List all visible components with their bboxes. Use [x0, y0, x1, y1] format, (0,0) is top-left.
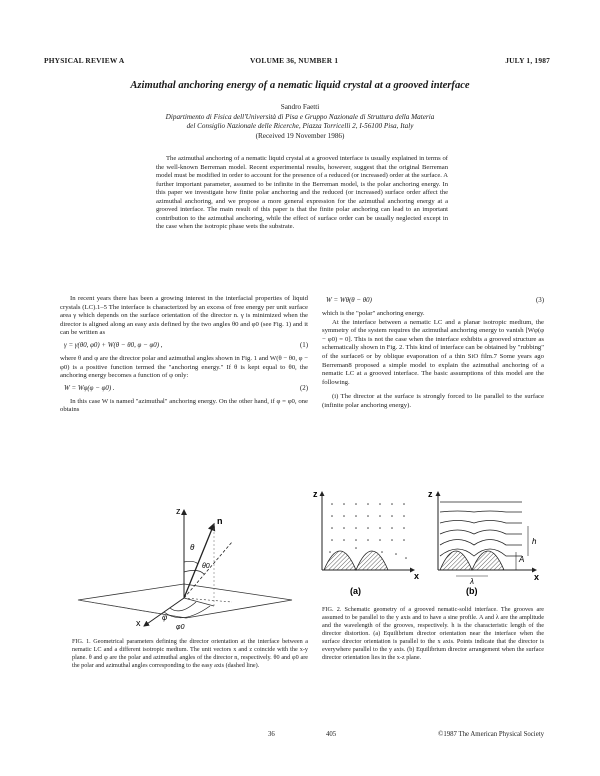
equation-3-body: W = Wθ(θ − θ0) — [326, 297, 372, 304]
fig2-label-wavelength: λ — [470, 577, 474, 586]
right-column — [322, 297, 544, 411]
fig2a-label-z: z — [313, 489, 318, 499]
equation-2-body: W = Wφ(φ − φ0) . — [64, 384, 115, 392]
fig2b-label-x: x — [534, 572, 540, 582]
equation-1 — [60, 342, 308, 352]
fig2-label-b: (b) — [466, 586, 478, 596]
journal-name: PHYSICAL REVIEW A — [44, 56, 125, 65]
equation-2-number: (2) — [299, 384, 308, 392]
intro-paragraph: In recent years there has been a growing interest in the interfacial properties of liquid crystals (LC).1–5 The interface is characterized by an excess of free energy per unit surface area γ which depends on the surface orientation of the director n. γ is minimized when the director is aligned along an easy axis defined by the two angles θ0 and φ0 (see Fig. 1) and it can be written as — [60, 295, 308, 337]
volume-footer: 36 — [268, 731, 275, 738]
fig1-label-theta: θ — [190, 543, 195, 552]
equation-3 — [322, 297, 544, 307]
equation-1-number: (1) — [299, 341, 308, 349]
fig2-label-a: (a) — [350, 586, 361, 596]
abstract: The azimuthal anchoring of a nematic liquid crystal at a grooved interface is usually explained in terms of the well-known Berreman model. Recent experimental results, however, suggest that the original Berreman model must be modified in order to account for the presence of a reduced (or increased) order at the surface. A further important parameter, assumed to be infinite in the Berreman model, is the polar anchoring energy. In this paper we investigate how finite polar anchoring and the reduced (or increased) surface order affect the azimuthal anchoring, and we propose a more general expression for the azimuthal anchoring energy at a grooved interface. The main result of this paper is that the finite polar anchoring can lead to an important contribution to the azimuthal anchoring, while the effect of surface order can be usually neglected except in the case when the isotropic phase wets the substrate. — [156, 155, 448, 230]
figure-1 — [64, 502, 308, 630]
left-column — [60, 295, 308, 415]
figure-1-caption: FIG. 1. Geometrical parameters defining the director orientation at the interface between a nematic LC and a different isotropic medium. The unit vectors x and z coincide with the x-y plane. θ and φ are the polar and azimuthal angles of the director n, respectively. θ0 and φ0 are the polar and azimuthal angles corresponding to the easy axis (dashed line). — [72, 638, 308, 669]
fig1-director-vector — [184, 524, 214, 598]
issue-date: JULY 1, 1987 — [505, 56, 550, 65]
author: Sandro Faetti — [280, 103, 320, 111]
volume-number: VOLUME 36, NUMBER 1 — [250, 56, 339, 65]
affiliation-line-1: Dipartimento di Fisica dell'Università di Pisa e Gruppo Nazionale di Struttura della Materia — [165, 113, 435, 121]
assumption-paragraph: (i) The director at the surface is strongly forced to lie parallel to the surface (infinite polar anchoring energy). — [322, 393, 544, 409]
figure-2 — [310, 482, 546, 600]
fig2-label-h: h — [532, 537, 537, 546]
fig1-label-z: z — [176, 506, 181, 516]
fig2a-groove-profile — [324, 551, 388, 570]
definition-paragraph: where θ and φ are the director polar and azimuthal angles shown in Fig. 1 and W(θ − θ0, φ − φ0) is a positive function termed the "anchoring energy." If θ is kept equal to θ0, the anchoring energy becomes a function of φ only: — [60, 354, 308, 380]
polar-paragraph: which is the "polar" anchoring energy. — [322, 310, 425, 317]
received-date: (Received 19 November 1986) — [255, 132, 345, 140]
equation-3-number: (3) — [535, 297, 544, 304]
fig2a-director-dots — [329, 503, 407, 559]
fig1-label-x: x — [136, 618, 141, 628]
fig1-label-phi: φ — [162, 613, 168, 622]
fig2b-director-lines — [440, 502, 522, 556]
paper-title: Azimuthal anchoring energy of a nematic liquid crystal at a grooved interface — [130, 80, 470, 91]
figure-2-caption: FIG. 2. Schematic geometry of a grooved nematic-solid interface. The grooves are assumed to be parallel to the y axis and to have a sine profile. A and λ are the amplitude and the wavelength of the grooves, respectively. h is the characteristic length of the director distortion. (a) Equilibrium director orientation near the interface when the surface director orientation is parallel to the x axis. Points indicate that the director is everywhere parallel to the y axis. (b) Equilibrium director arrangement when the surface director orientation lies in the x-z plane. — [322, 606, 544, 661]
fig1-label-phi0: φ0 — [176, 624, 185, 630]
equation-2 — [60, 385, 308, 395]
equation-1-body: γ = γ(θ0, φ0) + W(θ − θ0, φ − φ0) , — [64, 341, 163, 349]
page-number: 405 — [326, 731, 337, 738]
fig2-label-amplitude: A — [519, 555, 525, 564]
fig2a-label-x: x — [414, 571, 420, 581]
fig2b-label-z: z — [428, 489, 433, 499]
affiliation-line-2: del Consiglio Nazionale delle Ricerche, Piazza Torricelli 2, I-56100 Pisa, Italy — [186, 122, 414, 130]
fig1-label-n: n — [217, 516, 223, 526]
fig1-label-theta0: θ0 — [202, 563, 210, 570]
copyright-notice: ©1987 The American Physical Society — [438, 731, 544, 738]
berreman-paragraph: At the interface between a nematic LC and a planar isotropic medium, the symmetry of the system requires the azimuthal anchoring energy to vanish [Wφ(φ − φ0) = 0]. This is not the case when the interface exhibits a grooved structure as schematically shown in Fig. 2. This kind of interface can be obtained by "rubbing" of the surface6 or by oblique evaporation of a thin SiO film.7 Some years ago Berreman8 proposed a simple model to explain the azimuthal anchoring of a nematic LC at a grooved interface. The basic assumptions of this model are the following. — [322, 318, 544, 386]
fig2b-groove-profile — [440, 551, 504, 570]
azimuthal-paragraph: In this case W is named "azimuthal" anchoring energy. On the other hand, if φ = φ0, one obtains — [60, 397, 308, 414]
